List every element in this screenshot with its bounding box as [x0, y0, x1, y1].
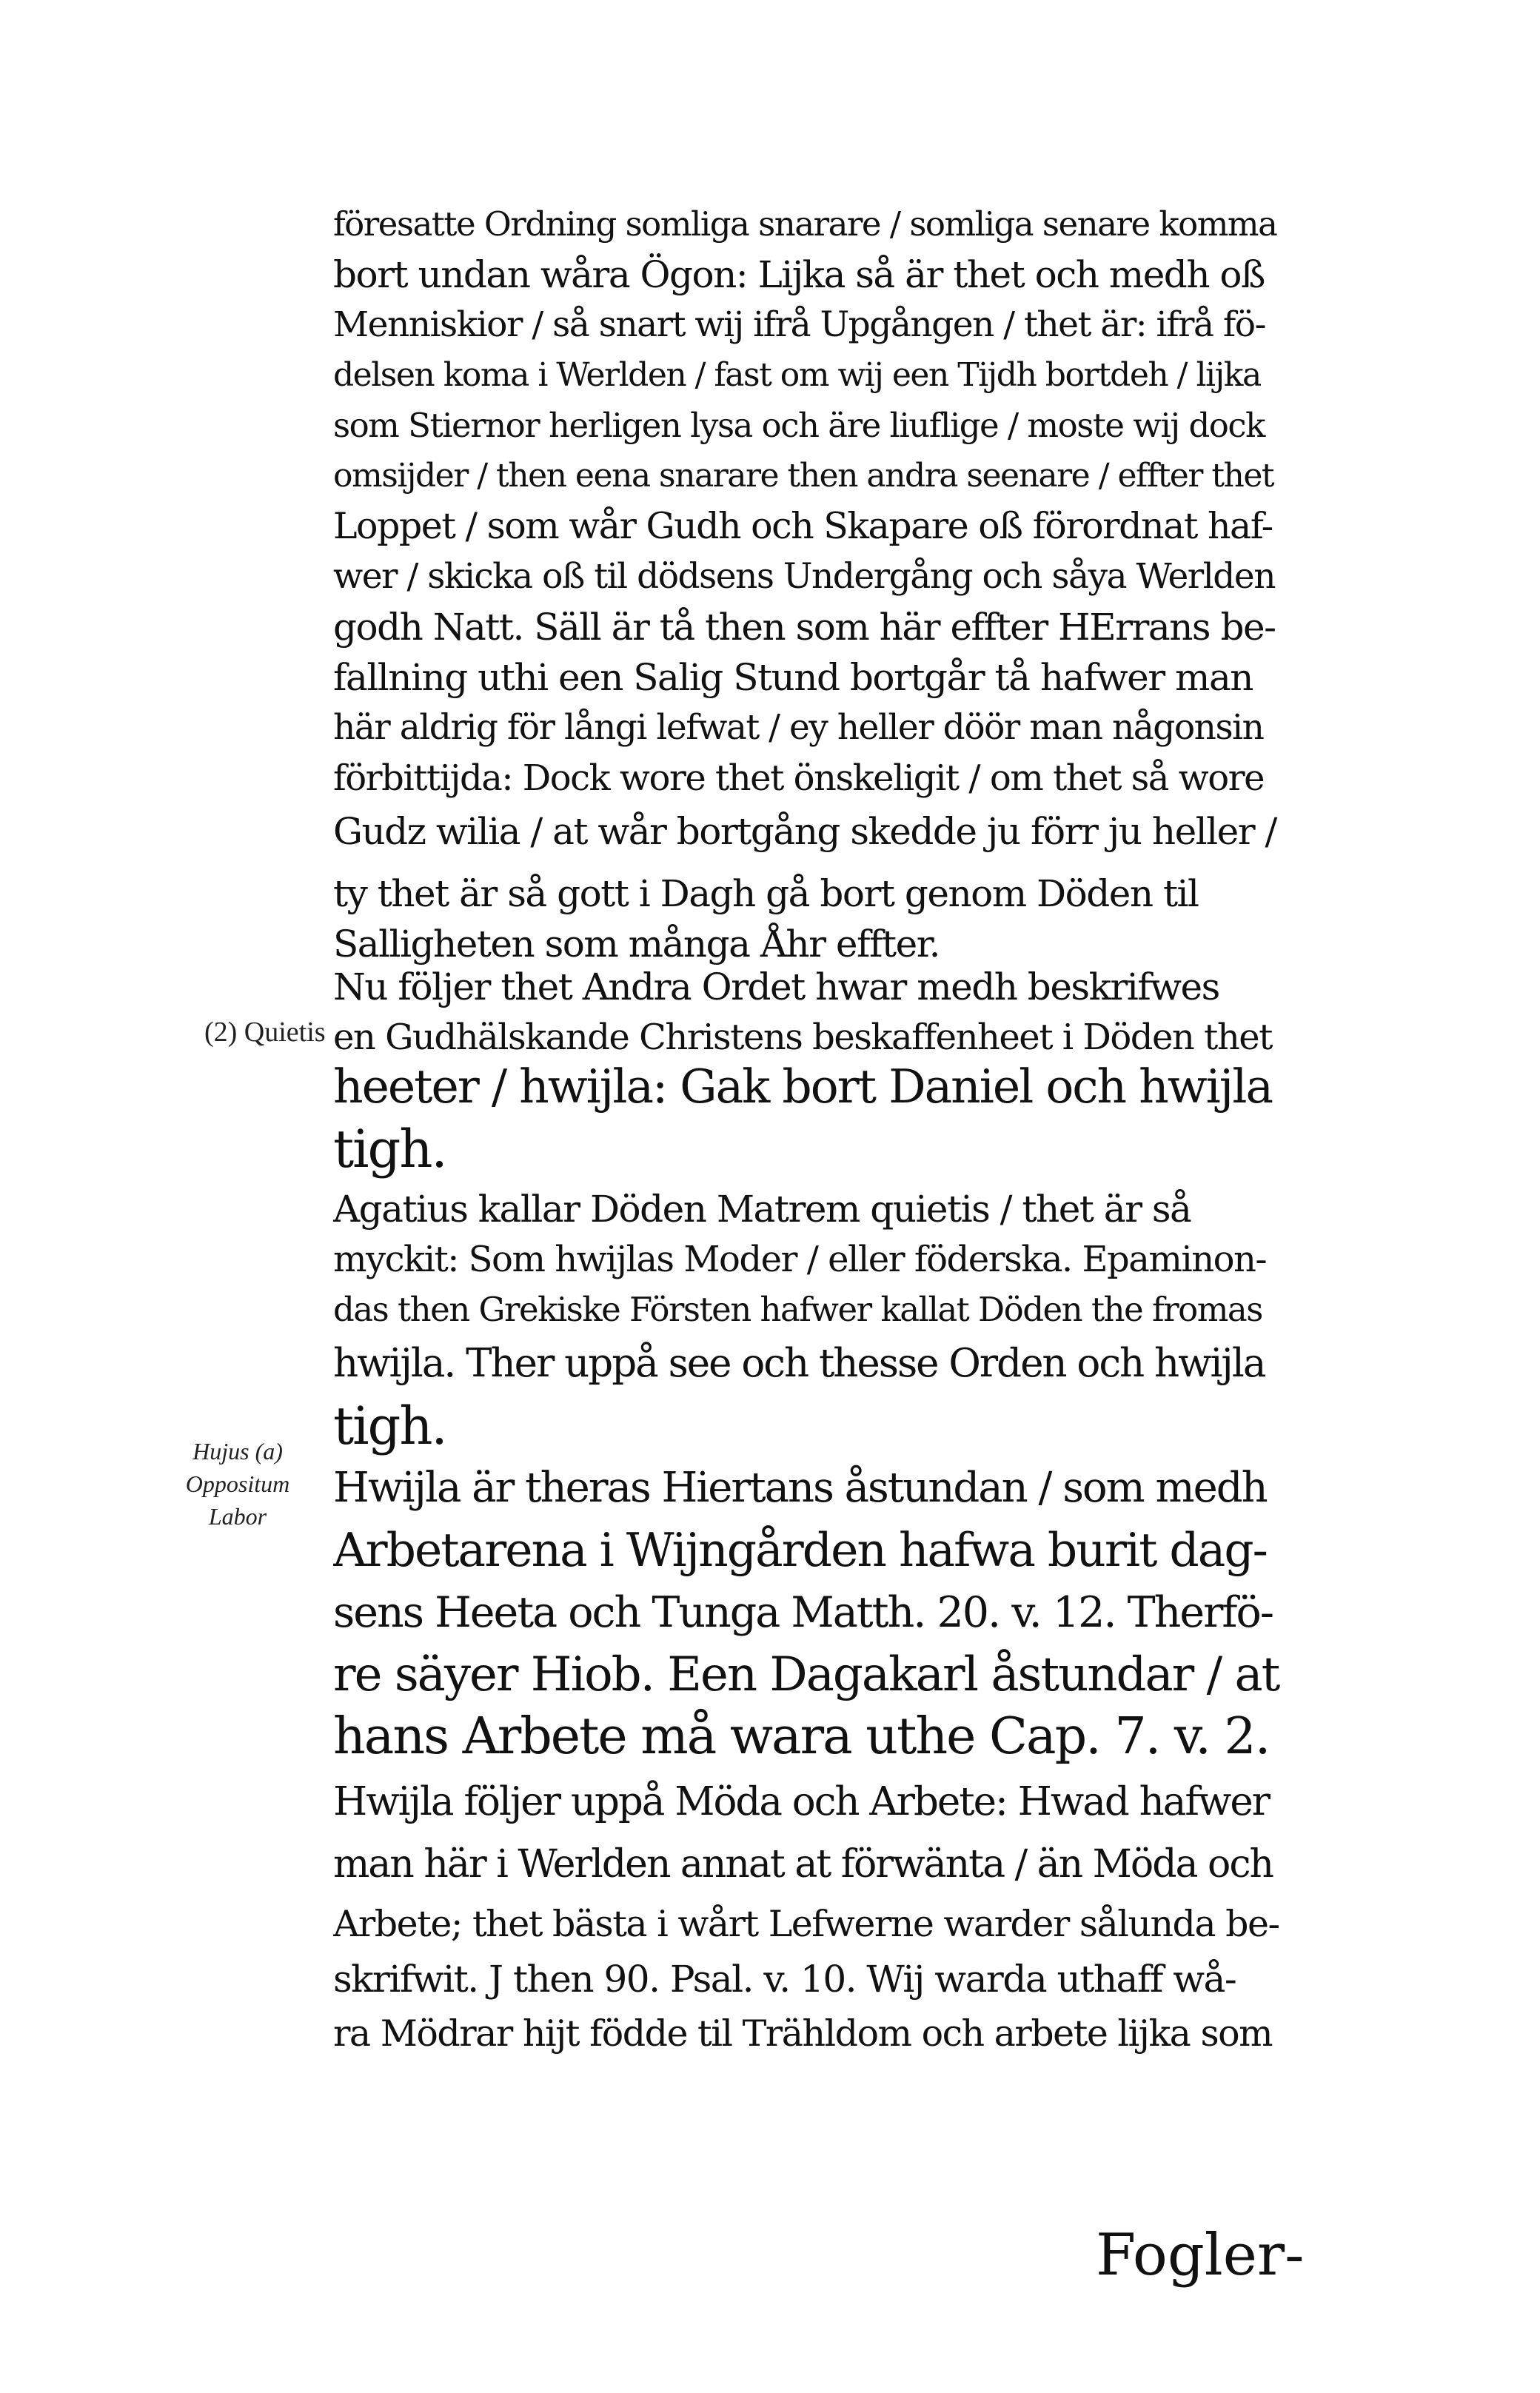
text-line: re säyer Hiob. Een Dagakarl åstundar / at	[333, 1647, 1279, 1702]
catchword: Fogler-	[1096, 2222, 1305, 2289]
text-line: heeter / hwijla: Gak bort Daniel och hwijla	[333, 1060, 1273, 1114]
margin-note-line: Oppositum	[185, 1470, 290, 1497]
text-line: som Stiernor herligen lysa och äre liuflige / moste wij dock	[333, 406, 1265, 445]
text-line: föresatte Ordning somliga snarare / somliga senare komma	[333, 204, 1277, 244]
text-line: fallning uthi een Salig Stund bortgår tå hafwer man	[333, 656, 1253, 699]
margin-note-line: Labor	[208, 1503, 267, 1530]
text-line: man här i Werlden annat at förwänta / än Möda och	[333, 1842, 1273, 1887]
text-line: tigh.	[333, 1119, 446, 1179]
text-line: das then Grekiske Försten hafwer kallat Döden the fromas	[333, 1290, 1262, 1329]
text-line: här aldrig för långi lefwat / ey heller döör man någonsin	[333, 707, 1264, 748]
margin-note-hujus	[175, 1435, 301, 1533]
text-line: delsen koma i Werlden / fast om wij een Tijdh bortdeh / lijka	[333, 356, 1261, 394]
text-line: Nu följer thet Andra Ordet hwar medh beskrifwes	[333, 965, 1219, 1008]
text-line: bort undan wåra Ögon: Lijka så är thet och medh oß	[333, 253, 1265, 296]
text-line: ra Mödrar hijt födde til Trähldom och arbete lijka som	[333, 2012, 1273, 2055]
text-line: godh Natt. Säll är tå then som här effter HErrans be-	[333, 606, 1276, 649]
text-line: Arbetarena i Wijngården hafwa burit dag-	[333, 1523, 1267, 1577]
text-line: Arbete; thet bästa i wårt Lefwerne warder sålunda be-	[333, 1903, 1279, 1945]
margin-note-line: Hujus (a)	[192, 1438, 283, 1465]
text-line: tigh.	[333, 1396, 446, 1456]
text-line: skrifwit. J then 90. Psal. v. 10. Wij warda uthaff wå-	[333, 1958, 1236, 2001]
text-line: Menniskior / så snart wij ifrå Upgången / thet är: ifrå fö-	[333, 304, 1265, 345]
text-line: Salligheten som många Åhr effter.	[333, 923, 940, 965]
text-line: omsijder / then eena snarare then andra seenare / effter thet	[333, 457, 1274, 495]
text-line: sens Heeta och Tunga Matth. 20. v. 12. Therfö-	[333, 1588, 1273, 1637]
text-line: Agatius kallar Döden Matrem quietis / thet är så	[333, 1188, 1191, 1231]
text-line: ty thet är så gott i Dagh gå bort genom Döden til	[333, 872, 1199, 915]
text-line: Hwijla är theras Hiertans åstundan / som medh	[333, 1464, 1267, 1512]
text-line: hwijla. Ther uppå see och thesse Orden och hwijla	[333, 1341, 1265, 1386]
text-line: en Gudhälskande Christens beskaffenheet i Döden thet	[333, 1017, 1272, 1058]
text-line: myckit: Som hwijlas Moder / eller föderska. Epaminon-	[333, 1239, 1267, 1280]
text-line: Hwijla följer uppå Möda och Arbete: Hwad hafwer	[333, 1779, 1270, 1824]
margin-note-quietis: (2) Quietis	[204, 1017, 326, 1048]
text-line: hans Arbete må wara uthe Cap. 7. v. 2.	[333, 1707, 1270, 1766]
text-line: wer / skicka oß til dödsens Undergång och såya Werlden	[333, 556, 1275, 597]
text-line: Gudz wilia / at wår bortgång skedde ju förr ju heller /	[333, 810, 1276, 853]
text-line: Loppet / som wår Gudh och Skapare oß förordnat haf-	[333, 505, 1273, 547]
text-line: förbittijda: Dock wore thet önskeligit / om thet så wore	[333, 757, 1264, 799]
